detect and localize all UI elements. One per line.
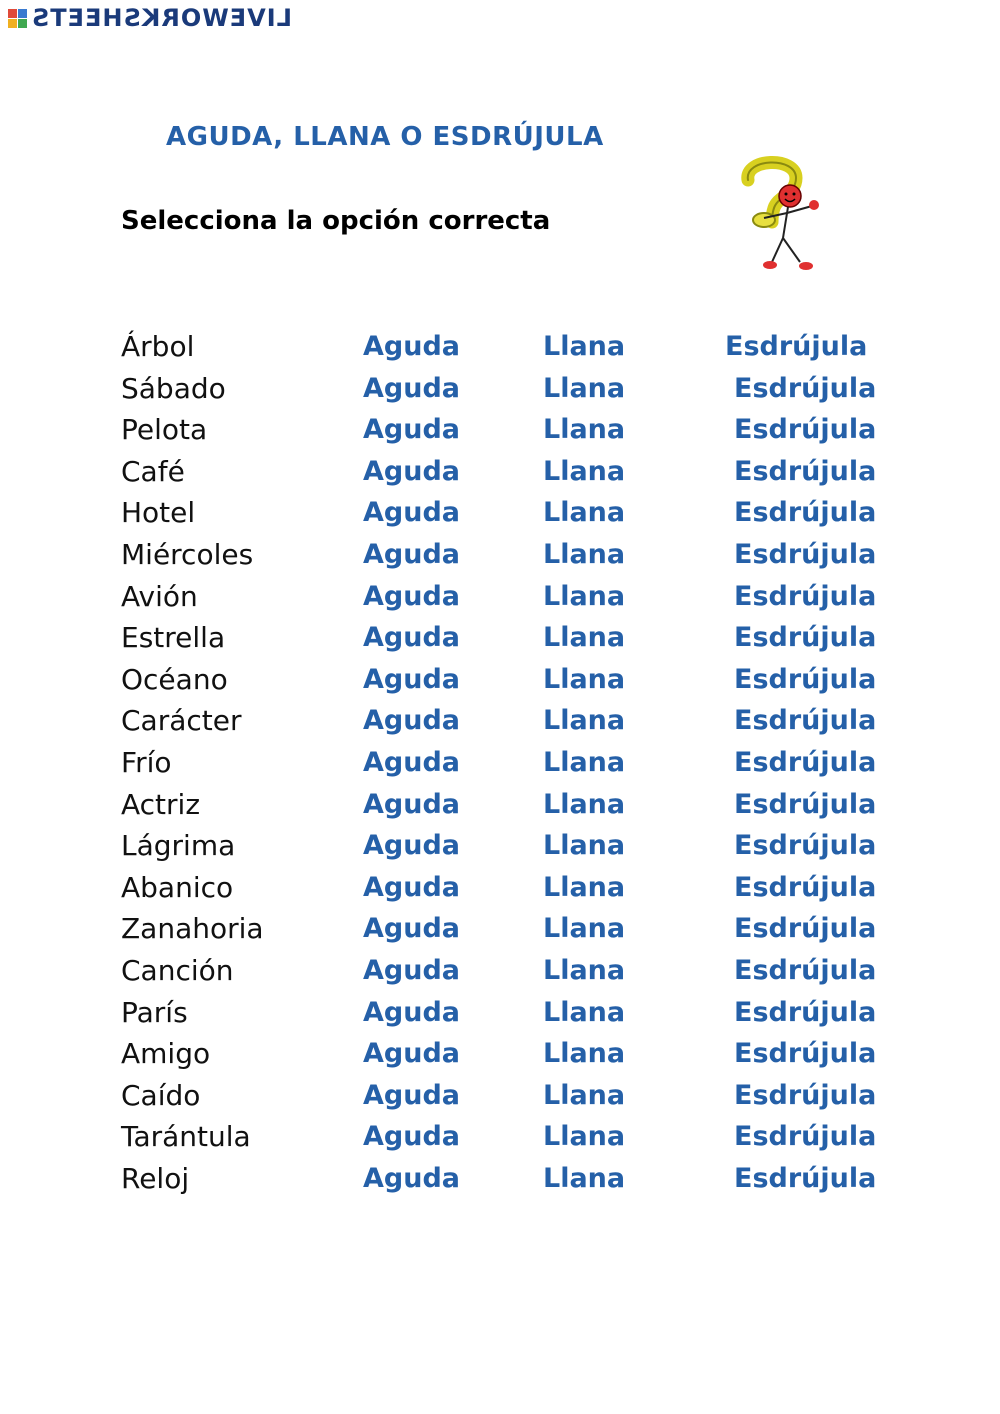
option-llana-button[interactable]: Llana bbox=[543, 368, 625, 409]
option-llana-button[interactable]: Llana bbox=[543, 950, 625, 991]
word-row bbox=[0, 492, 1000, 534]
word-label: París bbox=[121, 995, 188, 1029]
figure-head bbox=[779, 185, 801, 207]
option-esdrujula-button[interactable]: Esdrújula bbox=[734, 1033, 876, 1074]
word-label: Hotel bbox=[121, 496, 196, 530]
option-aguda-button[interactable]: Aguda bbox=[363, 867, 460, 908]
option-esdrujula-button[interactable]: Esdrújula bbox=[734, 867, 876, 908]
option-esdrujula-button[interactable]: Esdrújula bbox=[734, 534, 876, 575]
option-llana-button[interactable]: Llana bbox=[543, 1116, 625, 1157]
word-list bbox=[0, 326, 1000, 1199]
option-llana-button[interactable]: Llana bbox=[543, 492, 625, 533]
option-aguda-button[interactable]: Aguda bbox=[363, 1158, 460, 1199]
word-label: Sábado bbox=[121, 371, 226, 405]
option-aguda-button[interactable]: Aguda bbox=[363, 576, 460, 617]
word-row bbox=[0, 1075, 1000, 1117]
word-label: Frío bbox=[121, 745, 172, 779]
option-llana-button[interactable]: Llana bbox=[543, 742, 625, 783]
word-row bbox=[0, 451, 1000, 493]
word-label: Reloj bbox=[121, 1161, 190, 1195]
option-aguda-button[interactable]: Aguda bbox=[363, 659, 460, 700]
option-esdrujula-button[interactable]: Esdrújula bbox=[734, 700, 876, 741]
brand-cubes-icon bbox=[8, 9, 27, 28]
option-llana-button[interactable]: Llana bbox=[543, 825, 625, 866]
option-llana-button[interactable]: Llana bbox=[543, 908, 625, 949]
word-row bbox=[0, 784, 1000, 826]
option-esdrujula-button[interactable]: Esdrújula bbox=[734, 1075, 876, 1116]
word-row bbox=[0, 992, 1000, 1034]
option-aguda-button[interactable]: Aguda bbox=[363, 908, 460, 949]
option-esdrujula-button[interactable]: Esdrújula bbox=[725, 326, 867, 367]
option-llana-button[interactable]: Llana bbox=[543, 1158, 625, 1199]
question-mark-stick-figure-icon bbox=[700, 138, 860, 298]
word-row bbox=[0, 742, 1000, 784]
option-esdrujula-button[interactable]: Esdrújula bbox=[734, 659, 876, 700]
option-aguda-button[interactable]: Aguda bbox=[363, 368, 460, 409]
option-aguda-button[interactable]: Aguda bbox=[363, 326, 460, 367]
word-row bbox=[0, 368, 1000, 410]
option-esdrujula-button[interactable]: Esdrújula bbox=[734, 742, 876, 783]
instruction-text: Selecciona la opción correcta bbox=[121, 206, 551, 236]
page-title: AGUDA, LLANA O ESDRÚJULA bbox=[166, 122, 604, 152]
option-aguda-button[interactable]: Aguda bbox=[363, 825, 460, 866]
word-row bbox=[0, 867, 1000, 909]
option-llana-button[interactable]: Llana bbox=[543, 700, 625, 741]
option-esdrujula-button[interactable]: Esdrújula bbox=[734, 825, 876, 866]
word-row bbox=[0, 659, 1000, 701]
brand-name: LIVEWORKSHEETS bbox=[31, 4, 292, 32]
option-esdrujula-button[interactable]: Esdrújula bbox=[734, 409, 876, 450]
option-esdrujula-button[interactable]: Esdrújula bbox=[734, 950, 876, 991]
word-label: Océano bbox=[121, 662, 228, 696]
word-label: Caído bbox=[121, 1078, 201, 1112]
word-label: Miércoles bbox=[121, 537, 254, 571]
option-llana-button[interactable]: Llana bbox=[543, 617, 625, 658]
option-esdrujula-button[interactable]: Esdrújula bbox=[734, 492, 876, 533]
word-label: Carácter bbox=[121, 704, 242, 738]
word-label: Tarántula bbox=[121, 1120, 251, 1154]
word-label: Avión bbox=[121, 579, 198, 613]
option-aguda-button[interactable]: Aguda bbox=[363, 617, 460, 658]
option-llana-button[interactable]: Llana bbox=[543, 784, 625, 825]
word-row bbox=[0, 617, 1000, 659]
word-row bbox=[0, 908, 1000, 950]
word-label: Pelota bbox=[121, 413, 208, 447]
word-label: Lágrima bbox=[121, 829, 236, 863]
option-aguda-button[interactable]: Aguda bbox=[363, 534, 460, 575]
option-llana-button[interactable]: Llana bbox=[543, 534, 625, 575]
option-llana-button[interactable]: Llana bbox=[543, 326, 625, 367]
word-row bbox=[0, 1033, 1000, 1075]
option-esdrujula-button[interactable]: Esdrújula bbox=[734, 908, 876, 949]
option-aguda-button[interactable]: Aguda bbox=[363, 1075, 460, 1116]
word-row bbox=[0, 576, 1000, 618]
option-esdrujula-button[interactable]: Esdrújula bbox=[734, 784, 876, 825]
option-esdrujula-button[interactable]: Esdrújula bbox=[734, 1116, 876, 1157]
option-llana-button[interactable]: Llana bbox=[543, 992, 625, 1033]
word-label: Abanico bbox=[121, 870, 234, 904]
word-row bbox=[0, 409, 1000, 451]
option-esdrujula-button[interactable]: Esdrújula bbox=[734, 576, 876, 617]
option-aguda-button[interactable]: Aguda bbox=[363, 1116, 460, 1157]
option-aguda-button[interactable]: Aguda bbox=[363, 700, 460, 741]
brand-logo bbox=[8, 4, 292, 32]
option-esdrujula-button[interactable]: Esdrújula bbox=[734, 368, 876, 409]
word-row bbox=[0, 534, 1000, 576]
option-aguda-button[interactable]: Aguda bbox=[363, 992, 460, 1033]
option-aguda-button[interactable]: Aguda bbox=[363, 409, 460, 450]
word-label: Actriz bbox=[121, 787, 201, 821]
word-label: Café bbox=[121, 454, 185, 488]
option-aguda-button[interactable]: Aguda bbox=[363, 451, 460, 492]
option-llana-button[interactable]: Llana bbox=[543, 409, 625, 450]
option-llana-button[interactable]: Llana bbox=[543, 867, 625, 908]
word-label: Canción bbox=[121, 953, 234, 987]
option-aguda-button[interactable]: Aguda bbox=[363, 784, 460, 825]
word-row bbox=[0, 326, 1000, 368]
option-esdrujula-button[interactable]: Esdrújula bbox=[734, 992, 876, 1033]
option-llana-button[interactable]: Llana bbox=[543, 1033, 625, 1074]
option-aguda-button[interactable]: Aguda bbox=[363, 492, 460, 533]
word-label: Estrella bbox=[121, 621, 226, 655]
word-row bbox=[0, 825, 1000, 867]
option-aguda-button[interactable]: Aguda bbox=[363, 1033, 460, 1074]
word-row bbox=[0, 1158, 1000, 1200]
option-aguda-button[interactable]: Aguda bbox=[363, 950, 460, 991]
option-llana-button[interactable]: Llana bbox=[543, 451, 625, 492]
question-dot bbox=[753, 213, 775, 227]
option-llana-button[interactable]: Llana bbox=[543, 576, 625, 617]
option-aguda-button[interactable]: Aguda bbox=[363, 742, 460, 783]
word-row bbox=[0, 950, 1000, 992]
word-label: Zanahoria bbox=[121, 912, 264, 946]
option-esdrujula-button[interactable]: Esdrújula bbox=[734, 617, 876, 658]
word-row bbox=[0, 700, 1000, 742]
option-llana-button[interactable]: Llana bbox=[543, 659, 625, 700]
word-label: Amigo bbox=[121, 1037, 211, 1071]
option-esdrujula-button[interactable]: Esdrújula bbox=[734, 451, 876, 492]
word-label: Árbol bbox=[121, 330, 195, 363]
option-llana-button[interactable]: Llana bbox=[543, 1075, 625, 1116]
word-row bbox=[0, 1116, 1000, 1158]
option-esdrujula-button[interactable]: Esdrújula bbox=[734, 1158, 876, 1199]
